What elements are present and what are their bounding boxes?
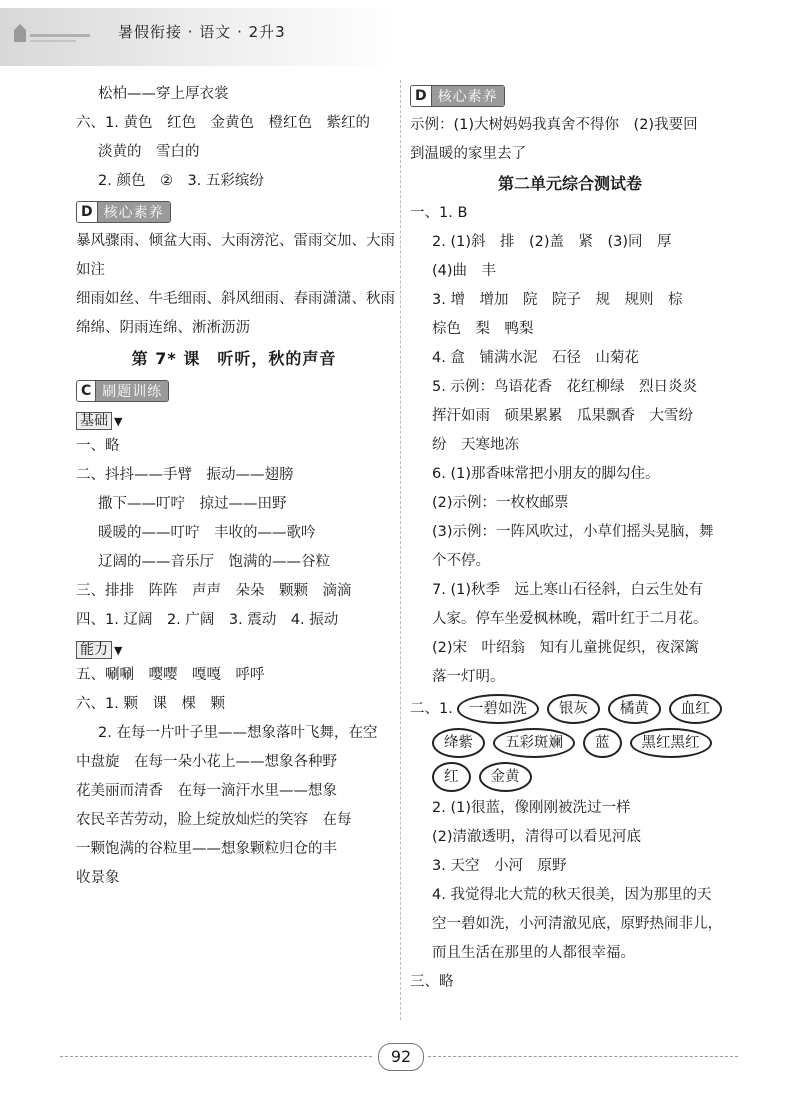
unit-test-title: 第二单元综合测试卷	[497, 174, 642, 193]
answer-line: 而且生活在那里的人都很幸福。	[432, 945, 635, 961]
triangle-down-icon: ▼	[114, 643, 123, 657]
answer-line: 4. 我觉得北大荒的秋天很美，因为那里的天	[432, 887, 712, 903]
circled-word: 一碧如洗	[457, 694, 539, 724]
answer-line: 一颗饱满的谷粒里——想象颗粒归仓的丰	[76, 841, 337, 857]
answer-line: 松柏——穿上厚衣裳	[98, 86, 229, 102]
answer-line: 2. 在每一片叶子里——想象落叶飞舞，在空	[98, 725, 378, 741]
answer-line: (2)示例：一枚枚邮票	[432, 495, 569, 511]
section-badge-core-literacy	[76, 201, 171, 223]
badge-text: 核心素养	[432, 86, 504, 106]
answer-line: 暴风骤雨、倾盆大雨、大雨滂沱、雷雨交加、大雨	[76, 233, 395, 249]
answer-line: 淡黄的 雪白的	[98, 144, 200, 160]
footer-divider-left	[60, 1056, 372, 1057]
circled-word: 橘黄	[608, 694, 661, 724]
answer-line: 农民辛苦劳动，脸上绽放灿烂的笑容 在每	[76, 812, 352, 828]
answer-line: (3)示例：一阵风吹过，小草们摇头晃脑，舞	[432, 524, 714, 540]
answer-line: (2)清澈透明，清得可以看见河底	[432, 829, 642, 845]
badge-text: 刷题训练	[96, 381, 168, 401]
answer-line: 2. (1)斜 排 (2)盖 紧 (3)同 厚	[432, 234, 672, 250]
answer-line: 二、抖抖——手臂 振动——翅膀	[76, 467, 294, 483]
answer-line: 3. 天空 小河 原野	[432, 858, 567, 874]
answer-line: 挥汗如雨 硕果累累 瓜果飘香 大雪纷	[432, 408, 693, 424]
answer-line: 落一灯明。	[432, 669, 505, 685]
answer-line: 四、1. 辽阔 2. 广阔 3. 震动 4. 振动	[76, 612, 339, 628]
answer-line: 辽阔的——音乐厅 饱满的——谷粒	[98, 554, 330, 570]
answer-line: 五、唰唰 嘤嘤 嘎嘎 呼呼	[76, 667, 265, 683]
badge-letter: D	[411, 86, 432, 106]
right-column	[410, 80, 730, 997]
answer-line: 棕色 梨 鸭梨	[432, 321, 534, 337]
answer-line: 六、1. 黄色 红色 金黄色 橙红色 紫红的	[76, 115, 370, 131]
header-title: 暑假衔接 · 语文 · 2升3	[118, 23, 286, 41]
column-divider	[400, 80, 401, 1020]
answer-line: 纷 天寒地冻	[432, 437, 519, 453]
circled-word: 蓝	[583, 728, 622, 758]
sub-badge-label: 基础	[76, 412, 112, 430]
badge-text: 核心素养	[98, 202, 170, 222]
answer-line: 收景象	[76, 870, 120, 886]
answer-line: 到温暖的家里去了	[410, 146, 526, 162]
answer-line: 人家。停车坐爱枫林晚，霜叶红于二月花。	[432, 611, 708, 627]
lesson-title: 第 7* 课 听听，秋的声音	[131, 349, 337, 368]
answer-line: 花美丽而清香 在每一滴汗水里——想象	[76, 783, 337, 799]
answer-line: (4)曲 丰	[432, 263, 497, 279]
answer-line: 5. 示例：鸟语花香 花红柳绿 烈日炎炎	[432, 379, 697, 395]
answer-line: 7. (1)秋季 远上寒山石径斜，白云生处有	[432, 582, 703, 598]
answer-line: 六、1. 颗 课 棵 颗	[76, 696, 225, 712]
answer-line: (2)宋 叶绍翁 知有儿童挑促织，夜深篱	[432, 640, 700, 656]
answer-line: 三、排排 阵阵 声声 朵朵 颗颗 滴滴	[76, 583, 352, 599]
oval-answer-row	[410, 760, 730, 794]
badge-letter: D	[77, 202, 98, 222]
answer-line: 三、略	[410, 974, 454, 990]
oval-answer-row	[410, 726, 730, 760]
circled-word: 血红	[669, 694, 722, 724]
answer-line: 4. 盒 铺满水泥 石径 山菊花	[432, 350, 639, 366]
answer-line: 6. (1)那香味常把小朋友的脚勾住。	[432, 466, 660, 482]
answer-line: 暖暖的——叮咛 丰收的——歌吟	[98, 525, 316, 541]
circled-word: 金黄	[479, 762, 532, 792]
sub-badge-ability	[76, 641, 122, 659]
answer-line: 细雨如丝、牛毛细雨、斜风细雨、春雨潇潇、秋雨	[76, 291, 395, 307]
left-column	[76, 80, 395, 893]
answer-line: 3. 增 增加 院 院子 规 规则 棕	[432, 292, 683, 308]
page-header	[0, 8, 400, 66]
answer-line: 一、1. B	[410, 205, 468, 221]
footer-divider-right	[428, 1056, 738, 1057]
section-badge-practice	[76, 380, 169, 402]
circled-word: 黑红黑红	[630, 728, 712, 758]
answer-line: 撒下——叮咛 掠过——田野	[98, 496, 287, 512]
page-number: 92	[378, 1043, 424, 1071]
answer-line: 个不停。	[432, 553, 490, 569]
answer-line: 2. 颜色 ② 3. 五彩缤纷	[98, 173, 264, 189]
sub-badge-basic	[76, 412, 122, 430]
answer-line: 一、略	[76, 438, 120, 454]
circled-word: 红	[432, 762, 471, 792]
decorative-banner-icon	[10, 20, 100, 50]
answer-line: 空一碧如洗，小河清澈见底，原野热闹非儿，	[432, 916, 722, 932]
circled-word: 绛紫	[432, 728, 485, 758]
answer-line: 如注	[76, 262, 105, 278]
section-badge-core-literacy	[410, 85, 505, 107]
answer-prefix: 二、1.	[410, 700, 453, 717]
circled-word: 银灰	[547, 694, 600, 724]
triangle-down-icon: ▼	[114, 414, 123, 428]
answer-line: 中盘旋 在每一朵小花上——想象各种野	[76, 754, 337, 770]
circled-word: 五彩斑斓	[493, 728, 575, 758]
sub-badge-label: 能力	[76, 641, 112, 659]
answer-line: 绵绵、阴雨连绵、淅淅沥沥	[76, 320, 250, 336]
oval-answer-row	[410, 692, 730, 726]
answer-line: 示例：(1)大树妈妈我真舍不得你 (2)我要回	[410, 117, 698, 133]
answer-line: 2. (1)很蓝，像刚刚被洗过一样	[432, 800, 631, 816]
badge-letter: C	[77, 381, 96, 401]
